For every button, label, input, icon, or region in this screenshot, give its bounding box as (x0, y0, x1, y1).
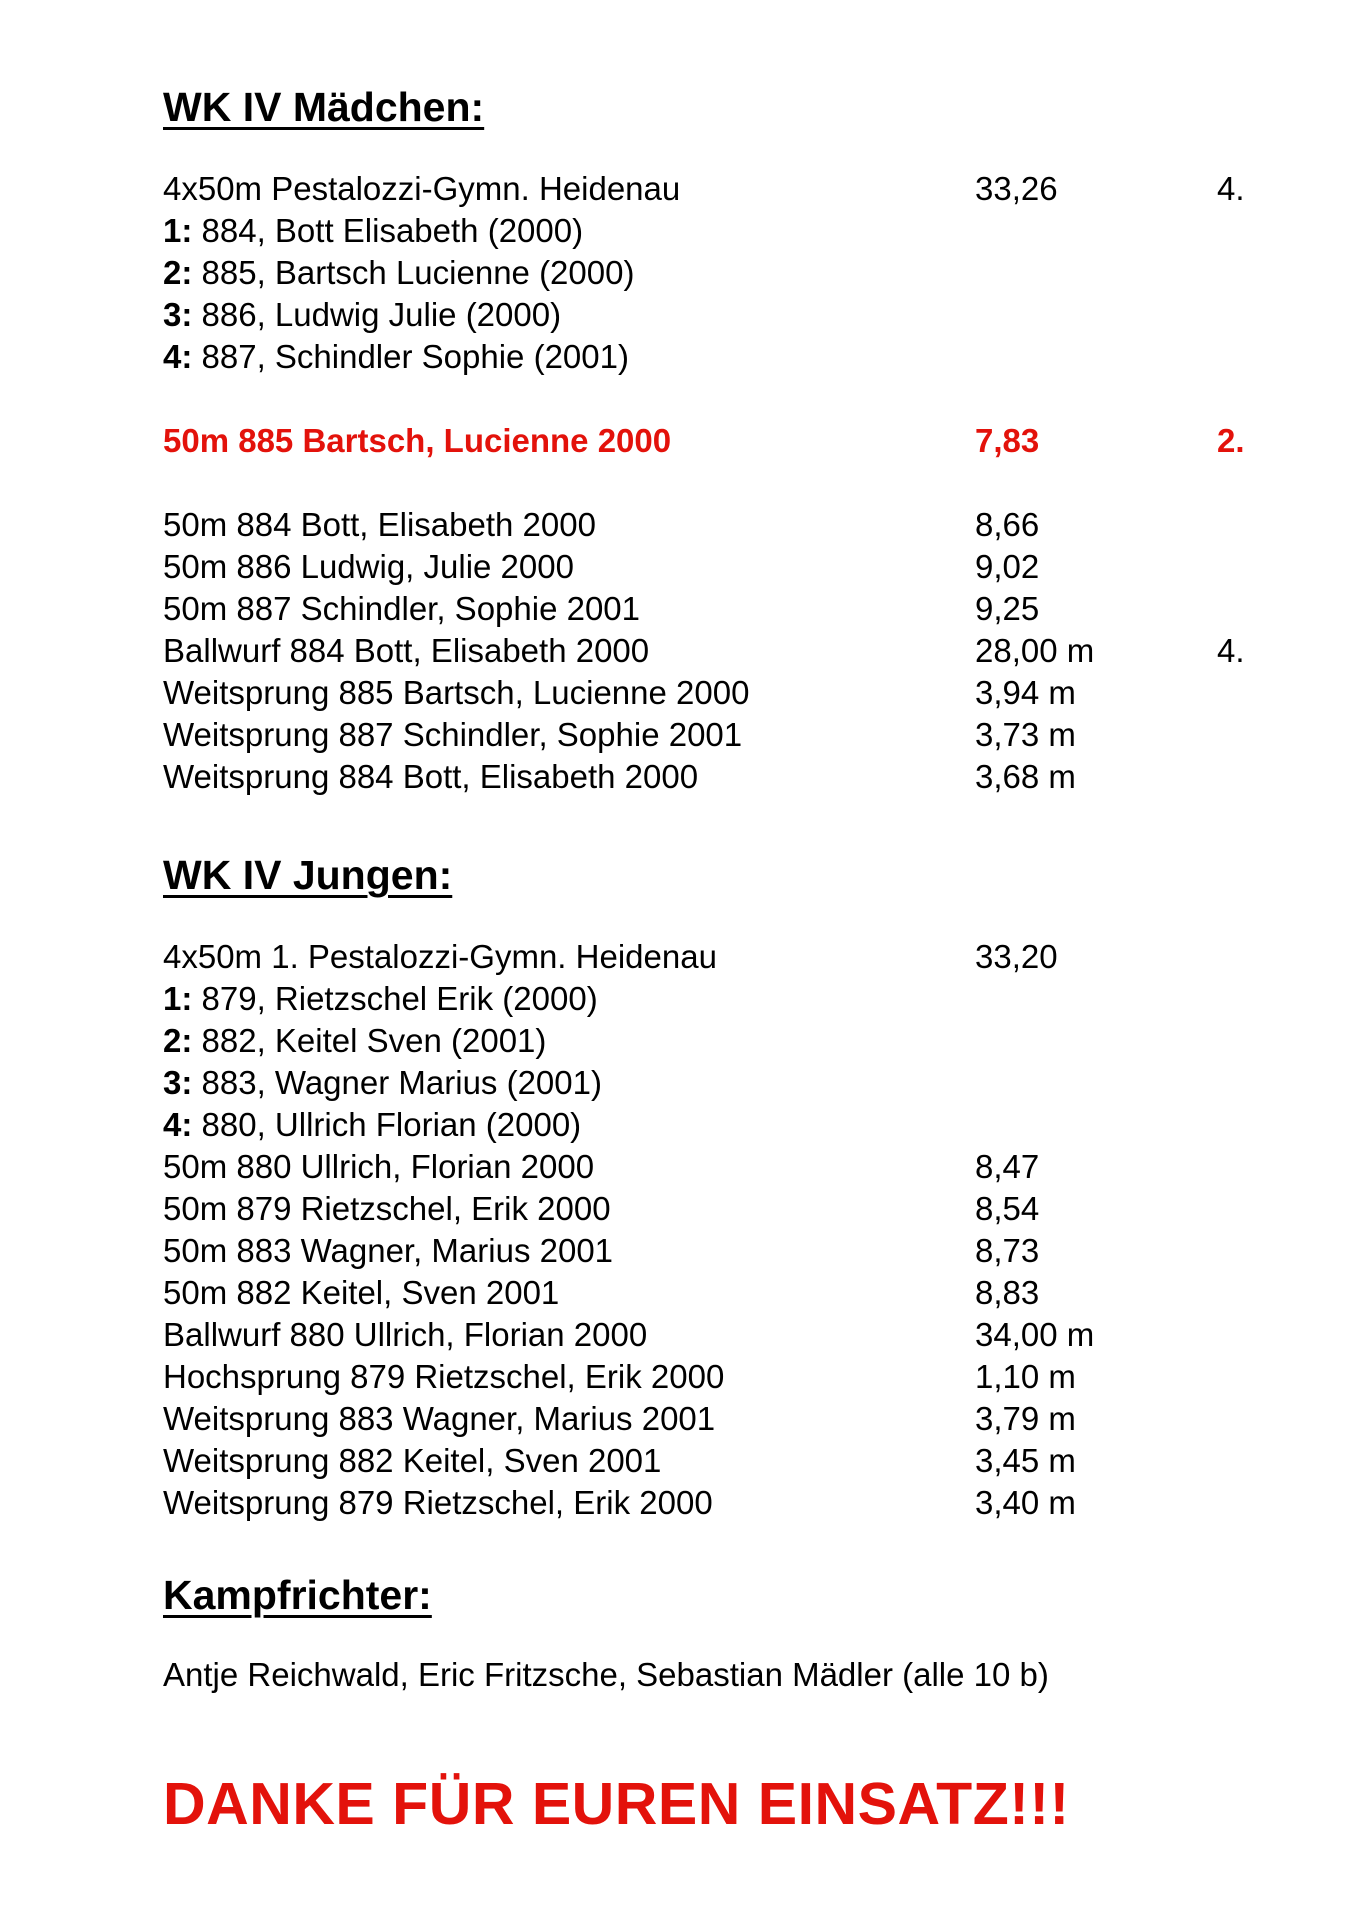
judges-names: Antje Reichwald, Eric Fritzsche, Sebastian Mädler (alle 10 b) (163, 1656, 1049, 1693)
result-value: 28,00 m (975, 632, 1095, 669)
relay-place: 4. (1217, 170, 1245, 207)
result-value: 8,66 (975, 506, 1040, 543)
relay-member (163, 1020, 1263, 1062)
result-value: 9,25 (975, 590, 1040, 627)
result-row (163, 756, 1263, 798)
result-row (163, 1356, 1263, 1398)
relay-athlete: 879, Rietzschel Erik (2000) (192, 980, 598, 1017)
girls-relay-row (163, 168, 1263, 210)
result-value: 3,45 m (975, 1442, 1076, 1479)
relay-team: 4x50m 1. Pestalozzi-Gymn. Heidenau (163, 938, 717, 975)
result-row (163, 1146, 1263, 1188)
result-event: Ballwurf 880 Ullrich, Florian 2000 (163, 1316, 648, 1353)
relay-leg: 3: (163, 1064, 193, 1101)
result-value: 8,73 (975, 1232, 1040, 1269)
result-value: 8,47 (975, 1148, 1040, 1185)
result-row (163, 1440, 1263, 1482)
relay-time: 33,20 (975, 938, 1058, 975)
result-row (163, 630, 1263, 672)
result-value: 3,73 m (975, 716, 1076, 753)
relay-member (163, 1062, 1263, 1104)
result-value: 1,10 m (975, 1358, 1076, 1395)
result-value: 34,00 m (975, 1316, 1095, 1353)
relay-team: 4x50m Pestalozzi-Gymn. Heidenau (163, 170, 681, 207)
relay-athlete: 886, Ludwig Julie (2000) (192, 296, 562, 333)
result-event: Weitsprung 882 Keitel, Sven 2001 (163, 1442, 662, 1479)
result-event: 50m 886 Ludwig, Julie 2000 (163, 548, 574, 585)
result-place: 4. (1217, 632, 1245, 669)
result-event: Weitsprung 883 Wagner, Marius 2001 (163, 1400, 716, 1437)
relay-athlete: 883, Wagner Marius (2001) (192, 1064, 602, 1101)
result-event: Hochsprung 879 Rietzschel, Erik 2000 (163, 1358, 725, 1395)
result-value: 8,83 (975, 1274, 1040, 1311)
result-value: 9,02 (975, 548, 1040, 585)
result-row (163, 1398, 1263, 1440)
relay-member (163, 978, 1263, 1020)
relay-athlete: 882, Keitel Sven (2001) (192, 1022, 547, 1059)
result-row (163, 1272, 1263, 1314)
result-event: 50m 884 Bott, Elisabeth 2000 (163, 506, 596, 543)
relay-athlete: 887, Schindler Sophie (2001) (192, 338, 629, 375)
result-event: 50m 883 Wagner, Marius 2001 (163, 1232, 614, 1269)
result-event: Ballwurf 884 Bott, Elisabeth 2000 (163, 632, 650, 669)
boys-relay-row (163, 936, 1263, 978)
result-event: Weitsprung 879 Rietzschel, Erik 2000 (163, 1484, 713, 1521)
result-event: Weitsprung 885 Bartsch, Lucienne 2000 (163, 674, 750, 711)
boys-heading: WK IV Jungen: (163, 852, 453, 898)
result-value: 8,54 (975, 1190, 1040, 1227)
relay-member (163, 210, 1263, 252)
result-value: 3,40 m (975, 1484, 1076, 1521)
relay-time: 33,26 (975, 170, 1058, 207)
relay-leg: 4: (163, 338, 193, 375)
result-event: Weitsprung 884 Bott, Elisabeth 2000 (163, 758, 699, 795)
result-value: 3,94 m (975, 674, 1076, 711)
result-event: 50m 880 Ullrich, Florian 2000 (163, 1148, 595, 1185)
result-row (163, 504, 1263, 546)
result-row (163, 714, 1263, 756)
closing-message: DANKE FÜR EUREN EINSATZ!!! (163, 1771, 1070, 1837)
relay-leg: 1: (163, 980, 193, 1017)
result-row (163, 546, 1263, 588)
relay-athlete: 884, Bott Elisabeth (2000) (192, 212, 584, 249)
result-row (163, 1188, 1263, 1230)
relay-leg: 1: (163, 212, 193, 249)
relay-member (163, 336, 1263, 378)
result-event: 50m 885 Bartsch, Lucienne 2000 (163, 422, 672, 459)
result-place: 2. (1217, 422, 1245, 459)
girls-heading: WK IV Mädchen: (163, 84, 485, 130)
result-row (163, 588, 1263, 630)
result-value: 7,83 (975, 422, 1040, 459)
relay-athlete: 880, Ullrich Florian (2000) (192, 1106, 582, 1143)
result-event: 50m 887 Schindler, Sophie 2001 (163, 590, 641, 627)
result-row (163, 672, 1263, 714)
result-event: 50m 879 Rietzschel, Erik 2000 (163, 1190, 611, 1227)
result-row (163, 1230, 1263, 1272)
relay-leg: 4: (163, 1106, 193, 1143)
relay-leg: 3: (163, 296, 193, 333)
relay-leg: 2: (163, 1022, 193, 1059)
result-row (163, 1482, 1263, 1524)
result-event: 50m 882 Keitel, Sven 2001 (163, 1274, 560, 1311)
relay-member (163, 1104, 1263, 1146)
result-row (163, 1314, 1263, 1356)
relay-leg: 2: (163, 254, 193, 291)
relay-athlete: 885, Bartsch Lucienne (2000) (192, 254, 635, 291)
relay-member (163, 252, 1263, 294)
relay-member (163, 294, 1263, 336)
result-value: 3,79 m (975, 1400, 1076, 1437)
result-event: Weitsprung 887 Schindler, Sophie 2001 (163, 716, 743, 753)
result-value: 3,68 m (975, 758, 1076, 795)
highlight-result-row (163, 420, 1263, 462)
judges-heading: Kampfrichter: (163, 1572, 432, 1618)
